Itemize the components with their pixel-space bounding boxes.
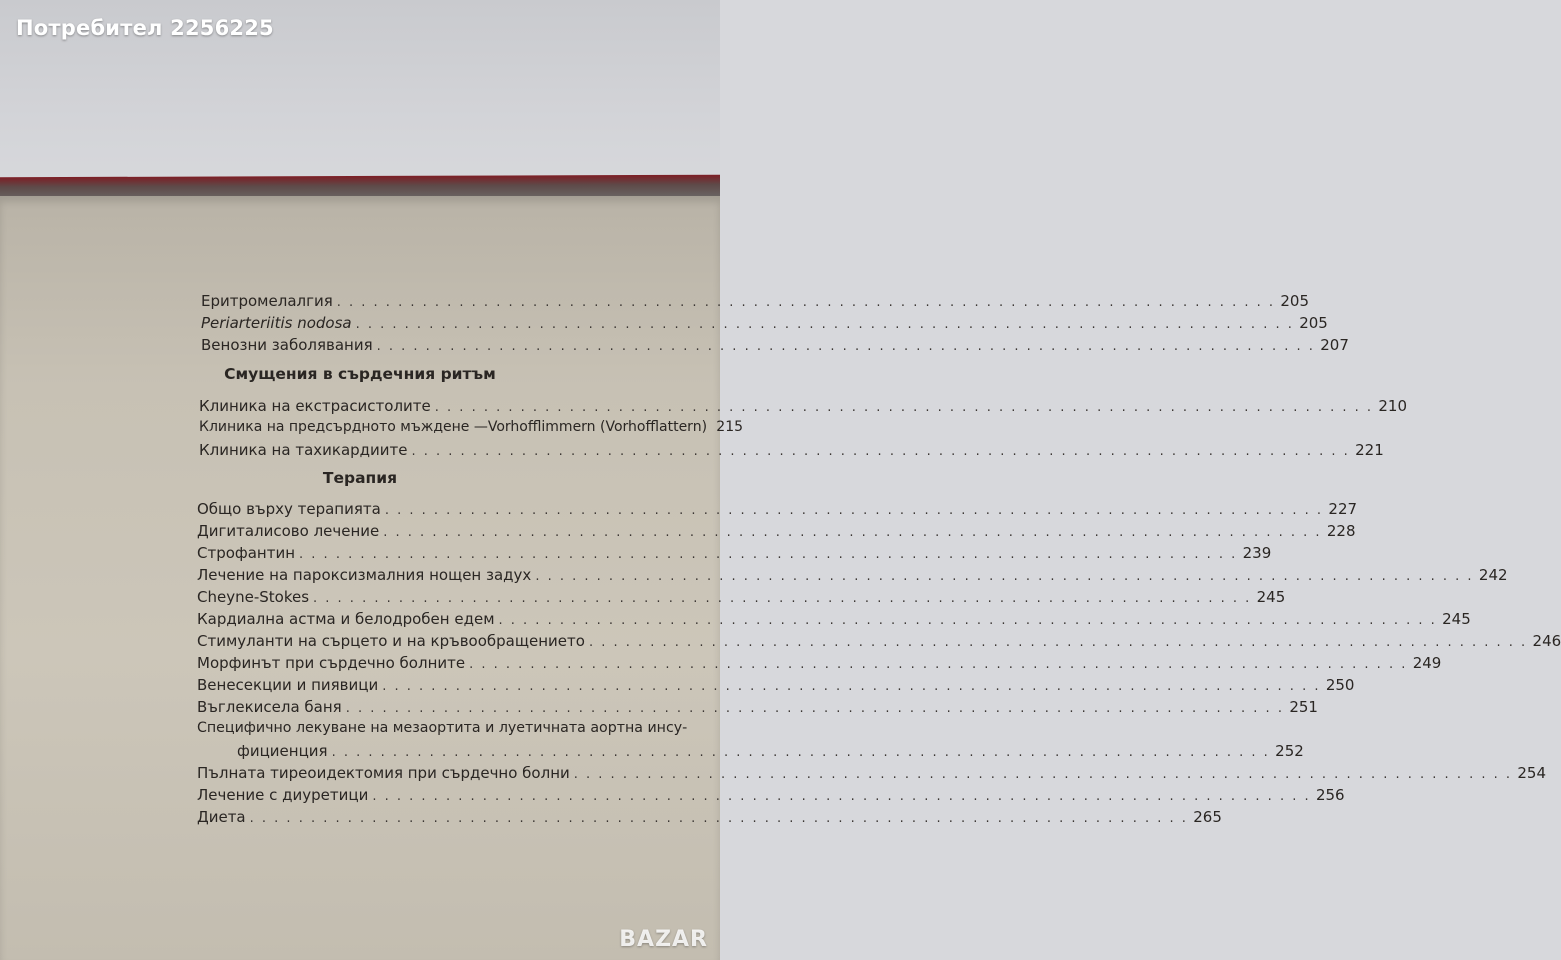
toc-entry-title: Венесекции и пиявици [197, 676, 379, 694]
toc-entry-title: Клиника на предсърдното мъждене —Vorhofflimmern (Vorhofflattern) [199, 419, 708, 435]
leader-dots [346, 701, 1284, 716]
toc-entry [197, 654, 1442, 676]
toc-entry-title: Венозни заболявания [201, 336, 373, 354]
leader-dots [383, 525, 1321, 540]
toc-entry-title: Морфинът при сърдечно болните [197, 654, 466, 672]
toc-entry [197, 632, 1561, 654]
toc-entry-title: Еритромелалгия [201, 292, 333, 310]
user-watermark: Потребител 2256225 [16, 16, 274, 40]
toc-entry-page: 249 [1412, 654, 1442, 672]
toc-entry-title: Periarteriitis nodosa [201, 314, 352, 332]
toc-entry [197, 720, 688, 742]
leader-dots [535, 569, 1473, 584]
toc-entry-page: 215 [716, 419, 744, 435]
toc-entry [197, 588, 1286, 610]
toc-entry-title: Лечение на пароксизмалния нощен задух [197, 566, 532, 584]
toc-entry [201, 314, 1328, 336]
toc-entry [197, 610, 1471, 632]
toc-entry [197, 500, 1358, 522]
toc-entry-page: 239 [1242, 544, 1272, 562]
toc-entry-title: Дигиталисово лечение [197, 522, 380, 540]
toc-entry-page: 245 [1442, 610, 1471, 628]
toc-entry-page: 221 [1355, 441, 1384, 459]
toc-entry-page: 210 [1378, 397, 1408, 415]
toc-entry-title: Специфично лекуване на мезаортита и луетичната аортна инсу- [197, 720, 688, 736]
toc-entry-title: Cheyne-Stokes [197, 588, 310, 606]
toc-entry-continuation-text: фициенция [237, 742, 328, 760]
leader-dots [382, 679, 1320, 694]
leader-dots [499, 613, 1437, 628]
toc-entry-title: Въглекисела баня [197, 698, 342, 716]
toc-entry-page: 205 [1280, 292, 1309, 310]
toc-entry-title: Пълната тиреоидектомия при сърдечно болни [197, 764, 570, 782]
leader-dots [250, 811, 1188, 826]
toc-entry-title: Общо върху терапията [197, 500, 381, 518]
toc-entry-title: Клиника на тахикардиите [199, 441, 408, 459]
leader-dots [377, 339, 1315, 354]
toc-entry [197, 566, 1508, 588]
toc-entry-title: Клиника на екстрасистолите [199, 397, 431, 415]
toc-entry [197, 522, 1356, 544]
toc-entry-title: Строфантин [197, 544, 296, 562]
toc-entry [197, 544, 1272, 566]
toc-entry [201, 292, 1309, 314]
toc-entry-page: 252 [1275, 742, 1304, 760]
leader-dots [299, 547, 1237, 562]
toc-entry-page: 245 [1256, 588, 1286, 606]
toc-entry-page: 256 [1315, 786, 1345, 804]
toc-entry-page: 227 [1328, 500, 1358, 518]
toc-entry-page: 246 [1532, 632, 1561, 650]
toc-entry-page: 207 [1320, 336, 1349, 354]
toc-entry-page: 250 [1325, 676, 1355, 694]
toc-entry-page: 251 [1289, 698, 1318, 716]
leader-dots [574, 767, 1512, 782]
leader-dots [435, 400, 1373, 415]
leader-dots [589, 635, 1527, 650]
leader-dots [332, 745, 1270, 760]
toc-entry [197, 676, 1355, 698]
section-heading: Терапия [322, 469, 398, 487]
toc-entry-page: 205 [1299, 314, 1328, 332]
section-heading: Смущения в сърдечния ритъм [224, 365, 496, 383]
toc-entry [201, 336, 1349, 358]
leader-dots [412, 444, 1350, 459]
toc-entry [197, 786, 1345, 808]
toc-entry-page: 242 [1478, 566, 1508, 584]
leader-dots [372, 789, 1310, 804]
leader-dots [469, 657, 1407, 672]
toc-entry [197, 698, 1318, 720]
toc-entry-page: 265 [1193, 808, 1222, 826]
toc-entry-title: Лечение с диуретици [197, 786, 369, 804]
toc-entry-page: 254 [1517, 764, 1547, 782]
leader-dots [385, 503, 1323, 518]
toc-entry [199, 441, 1384, 463]
toc-entry-title: Кардиална астма и белодробен едем [197, 610, 495, 628]
toc-entry-page: 228 [1326, 522, 1356, 540]
toc-entry-continuation [237, 742, 1304, 764]
bazar-logo: BAZAR [619, 927, 708, 952]
toc-entry-title: Диета [197, 808, 246, 826]
leader-dots [337, 295, 1275, 310]
toc-entry [197, 764, 1547, 786]
toc-entry [199, 397, 1408, 419]
toc-entry-title: Стимуланти на сърцето и на кръвообращението [197, 632, 585, 650]
leader-dots [313, 591, 1251, 606]
toc-entry [199, 419, 744, 441]
leader-dots [356, 317, 1294, 332]
toc-entry [197, 808, 1222, 830]
